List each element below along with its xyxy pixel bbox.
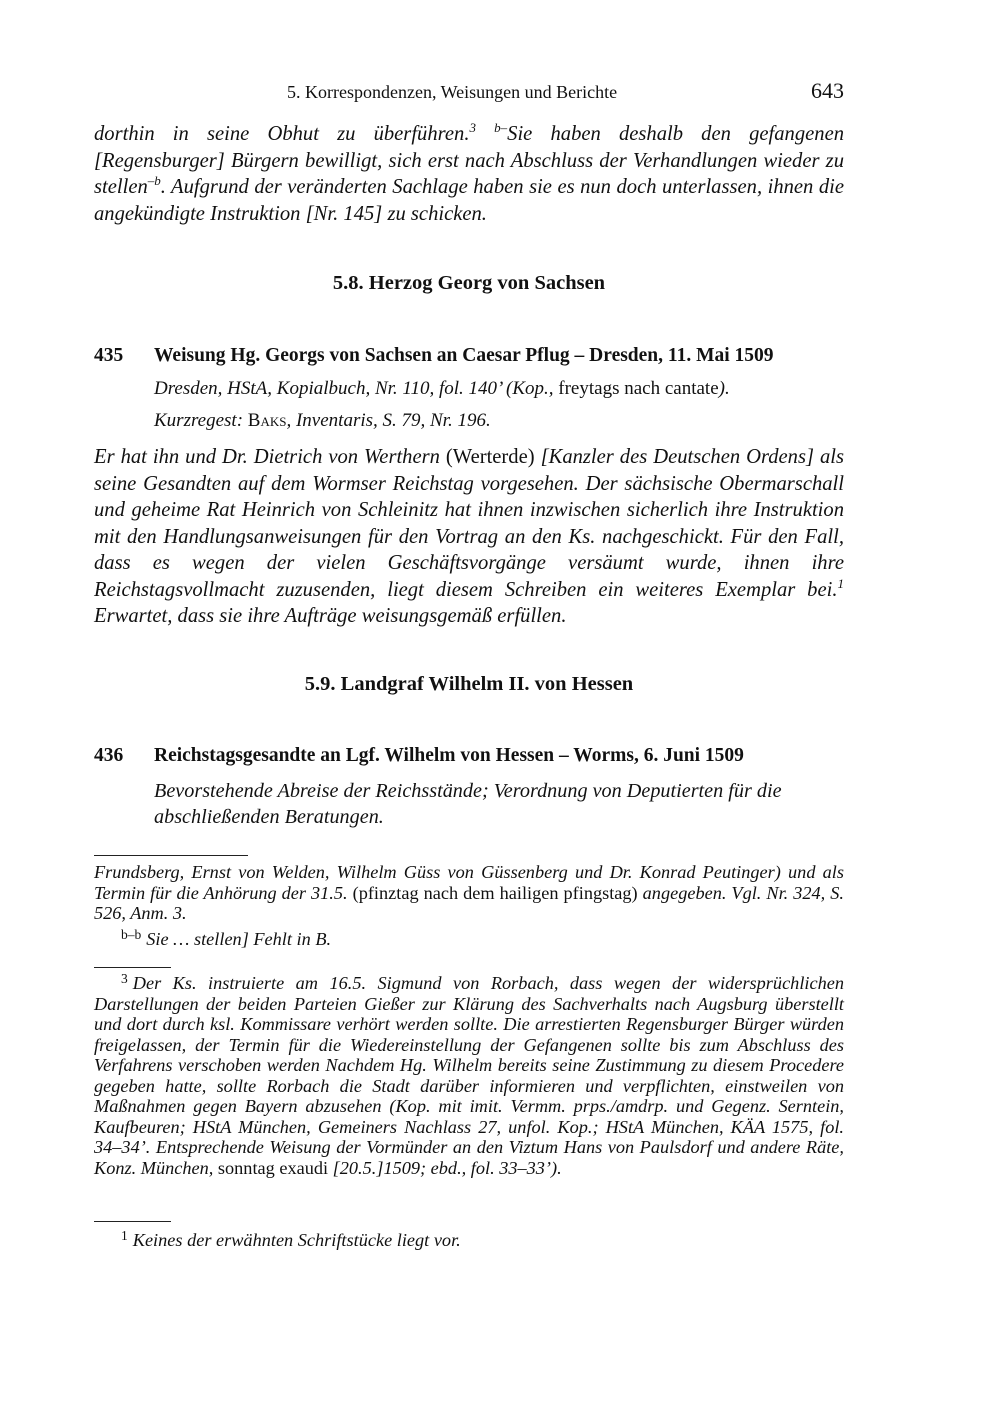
document-heading-435: [94, 345, 844, 367]
intro-paragraph: [94, 121, 844, 227]
document-body-435: Er hat ihn und Dr. Dietrich von Werthern (Werterde) [Kanzler des Deutschen Ordens] als seine Gesandten auf dem Wormser Reichstag vorgesehen. Der sächsische Obermarschall und geheime Rat Heinrich von Schleinitz hat ihnen inzwischen sicherlich ihre Instruktion mit den Handlungsanweisungen für den Vortrag an den Ks. nachgeschickt. Für den Fall, dass es wegen der vielen Geschäftsvorgänge versäumt wurde, ihnen ihre Reichstagsvollmacht zuzusenden, liegt diesem Schreiben ein weiteres Exemplar bei.$^1$ Erwartet, dass sie ihre Aufträge weisungsgemäß erfüllen.: [94, 446, 844, 627]
footnote-mark: 1: [121, 1228, 128, 1243]
footnote-rule: [94, 855, 248, 856]
variant-note-b: $^{b-b}$ Sie … stellen] Fehlt in B.: [121, 927, 332, 949]
regest-author: Baks: [247, 410, 287, 431]
document-number: 436: [94, 745, 124, 766]
intro-text-3: . Aufgrund der veränderten Sachlage haben sie es nun doch unterlassen, ihnen die angekündigte Instruktion [Nr. 145] zu schicken.: [94, 176, 844, 225]
variant-mark-b-close: –b: [147, 173, 161, 188]
regest-line: Kurzregest: Baks, Inventaris, S. 79, Nr. 196.: [154, 410, 491, 431]
document-title: Weisung Hg. Georgs von Sachsen an Caesar Pflug – Dresden, 11. Mai 1509: [154, 345, 774, 366]
section-heading-5-9: 5.9. Landgraf Wilhelm II. von Hessen: [304, 673, 634, 695]
intro-text-1: dorthin in seine Obhut zu überführen.: [94, 123, 470, 145]
page-number: 643: [811, 78, 844, 103]
document-title: Reichstagsgesandte an Lgf. Wilhelm von Hessen – Worms, 6. Juni 1509: [154, 745, 744, 766]
footnote-ref-3: 3: [469, 120, 476, 135]
footnote-mark: 3: [121, 971, 128, 986]
running-title: 5. Korrespondenzen, Weisungen und Berichte: [287, 82, 618, 102]
source-line: Dresden, HStA, Kopialbuch, Nr. 110, fol. 140’ (Kop., freytags nach cantate).: [154, 378, 730, 399]
section-heading-5-8: 5.8. Herzog Georg von Sachsen: [332, 272, 606, 294]
document-heading-436: [94, 745, 844, 767]
document-summary: Bevorstehende Abreise der Reichsstände; Verordnung von Deputierten für die abschließenden Beratungen.: [154, 780, 782, 828]
variant-note-mark: b–b: [121, 927, 142, 942]
variant-mark-b-open: b–: [494, 120, 508, 135]
footnote-ref-1: 1: [837, 575, 844, 591]
footnote-rule: [94, 967, 171, 968]
intro-text-2: Sie haben deshalb den gefangenen [Regensburger] Bürgern bewilligt, sich erst nach Abschluss der Verhandlungen wieder zu stellen: [94, 123, 845, 198]
running-head: [94, 78, 844, 106]
footnote-3: $^3$ Der Ks. instruierte am 16.5. Sigmund von Rorbach, dass wegen der widersprüchlichen Darstellungen der beiden Parteien Gießer zur Klärung des Sachverhalts nach Augsburg überstellt und dort durch ksl. Kommissare verhört werden sollte. Die arrestierten Regensburger Bürger würden freigelassen, der Termin für die Wiedereinstellung der Gefangenen sollte bis zum Abschluss des Verfahrens verschoben werden Nachdem Hg. Wilhelm bereits seine Zustimmung zu diesem Procedere gegeben hatte, sollte Rorbach die Stadt darüber informieren und verpflichten, einstweilen von Maßnahmen gegen Bayern abzusehen (Kop. mit imit. Vermm. prps./amdrp. und Gegenz. Serntein, Kaufbeuren; HStA München, Gemeiners Nachlass 27, unfol. Kop.; HStA München, KÄA 1575, fol. 34–34’. Entsprechende Weisung der Vormünder an den Viztum Hans von Paulsdorf und andere Räte, Konz. München, sonntag exaudi [20.5.]1509; ebd., fol. 33–33’).: [94, 971, 844, 1178]
footnote-continuation: Frundsberg, Ernst von Welden, Wilhelm Güss von Güssenberg und Dr. Konrad Peutinger) und als Termin für die Anhörung der 31.5. (pfinztag nach dem hailigen pfingstag) angegeben. Vgl. Nr. 324, S. 526, Anm. 3.: [94, 862, 844, 923]
footnote-rule: [94, 1221, 171, 1222]
footnote-1: $^1$ Keines der erwähnten Schriftstücke liegt vor.: [121, 1228, 461, 1250]
document-number: 435: [94, 345, 124, 366]
